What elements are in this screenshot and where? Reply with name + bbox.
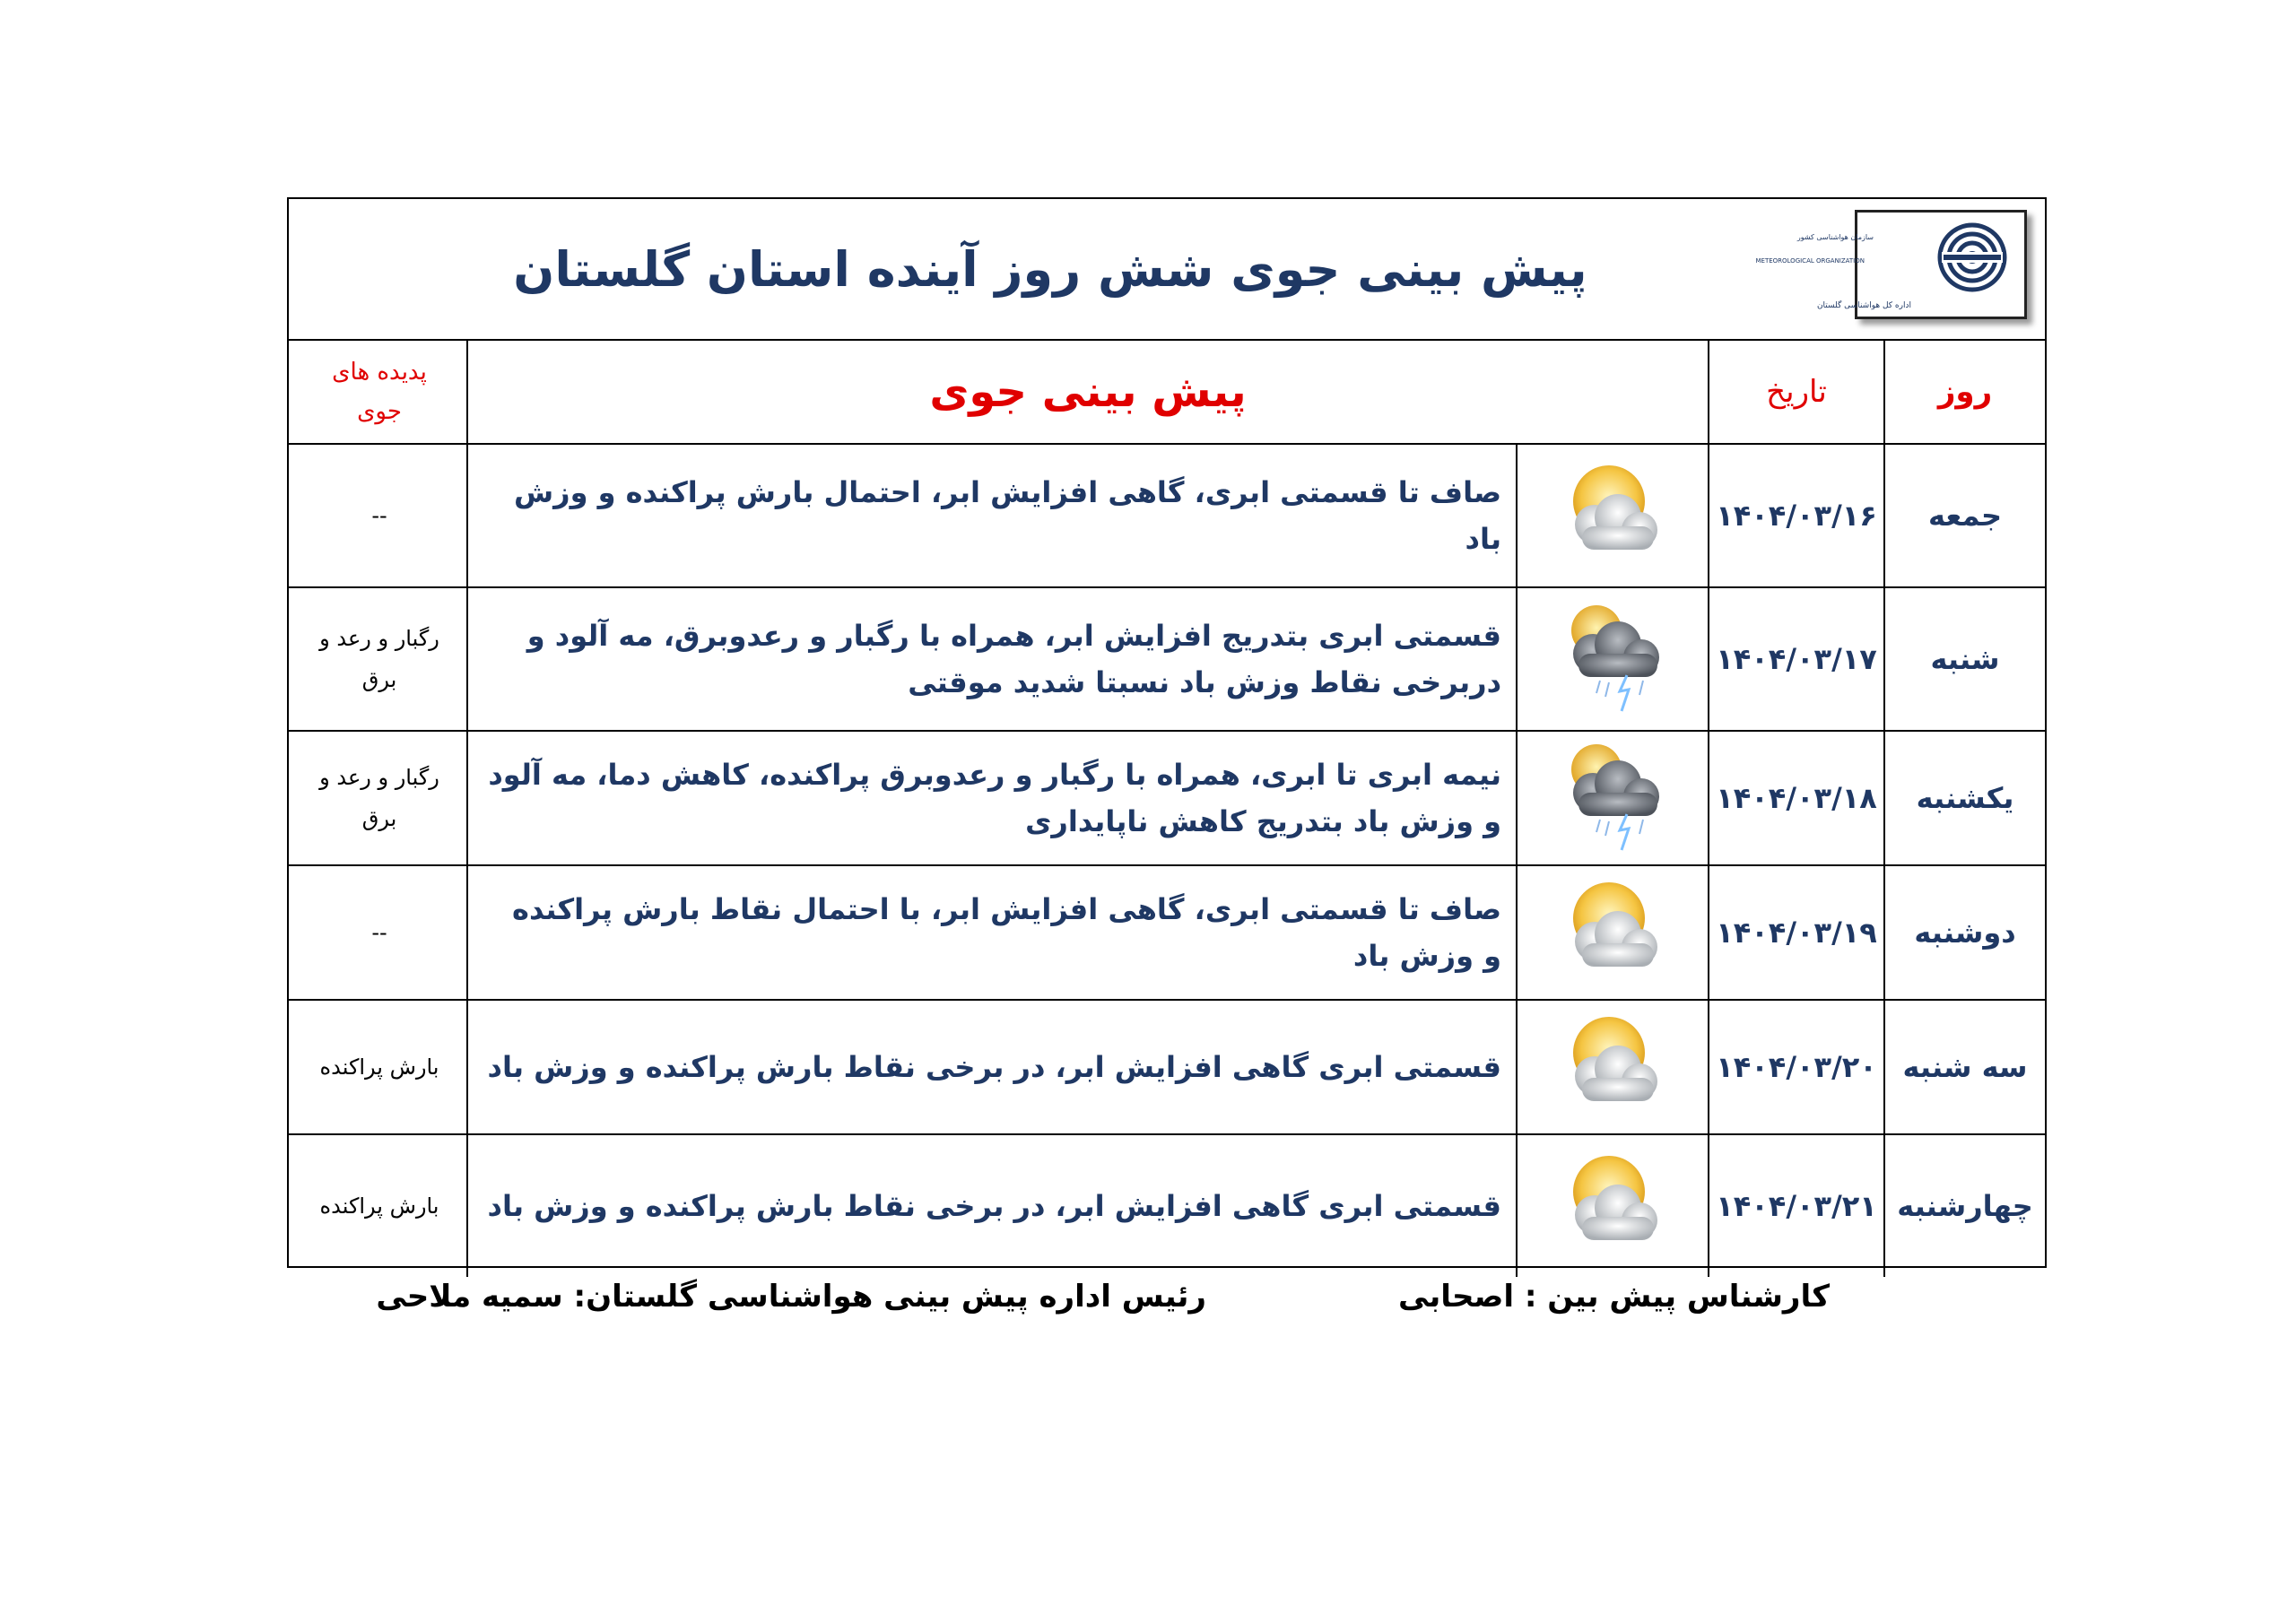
partly-cloudy-icon bbox=[1550, 1002, 1675, 1132]
partly-cloudy-icon bbox=[1550, 1141, 1675, 1271]
date-cell bbox=[1708, 1001, 1883, 1133]
date-cell bbox=[1708, 445, 1883, 586]
forecast-text: صاف تا قسمتی ابری، گاهی افزایش ابر، احتمال بارش پراکنده و وزش باد bbox=[514, 475, 1501, 556]
phenomena-cell bbox=[289, 866, 470, 999]
forecast-cell bbox=[466, 1135, 1516, 1277]
day-cell bbox=[1883, 732, 2045, 864]
forecast-cell bbox=[466, 1001, 1516, 1133]
icon-cell bbox=[1516, 732, 1708, 864]
title-row bbox=[289, 199, 2045, 341]
date-value: ۱۴۰۴/۰۳/۱۷ bbox=[1716, 642, 1877, 676]
forecast-cell bbox=[466, 732, 1516, 864]
forecast-cell bbox=[466, 866, 1516, 999]
title-cell bbox=[289, 199, 2045, 339]
phenomena-text: رگبار و رعد و برق bbox=[319, 626, 439, 692]
date-cell bbox=[1708, 1135, 1883, 1277]
date-cell bbox=[1708, 732, 1883, 864]
forecast-text: صاف تا قسمتی ابری، گاهی افزایش ابر، با احتمال نقاط بارش پراکنده و وزش باد bbox=[512, 892, 1501, 973]
day-name: یکشنبه bbox=[1916, 781, 2014, 815]
date-value: ۱۴۰۴/۰۳/۲۰ bbox=[1716, 1050, 1877, 1084]
day-cell bbox=[1883, 866, 2045, 999]
day-name: جمعه bbox=[1928, 499, 2002, 533]
header-phenomena-cell bbox=[289, 341, 470, 443]
forecast-text: قسمتی ابری گاهی افزایش ابر، در برخی نقاط بارش پراکنده و وزش باد bbox=[487, 1050, 1501, 1084]
forecast-table bbox=[287, 197, 2047, 1268]
forecaster-signature: کارشناس پیش بین : اصحابی bbox=[1398, 1279, 1830, 1315]
forecast-cell bbox=[466, 445, 1516, 586]
date-cell bbox=[1708, 588, 1883, 730]
phenomena-text: -- bbox=[371, 920, 387, 945]
day-cell bbox=[1883, 445, 2045, 586]
logo-text-mid: METEOROLOGICAL ORGANIZATION bbox=[1755, 257, 1865, 265]
forecast-text: قسمتی ابری بتدریج افزایش ابر، همراه با رگبار و رعدوبرق، مه آلود و دربرخی نقاط وزش باد نسبتا شدید موقتی bbox=[526, 619, 1501, 699]
phenomena-text: رگبار و رعد و برق bbox=[319, 765, 439, 831]
icon-cell bbox=[1516, 866, 1708, 999]
table-row bbox=[289, 445, 2045, 588]
partly-cloudy-icon bbox=[1550, 868, 1675, 997]
date-value: ۱۴۰۴/۰۳/۲۱ bbox=[1716, 1189, 1877, 1223]
header-row bbox=[289, 341, 2045, 445]
header-forecast: پیش بینی جوی bbox=[929, 367, 1247, 417]
forecast-cell bbox=[466, 588, 1516, 730]
header-day-cell bbox=[1883, 341, 2045, 443]
phenomena-text: بارش پراکنده bbox=[319, 1193, 439, 1219]
thunderstorm-icon bbox=[1550, 595, 1675, 724]
phenomena-text: -- bbox=[371, 503, 387, 528]
forecast-text: قسمتی ابری گاهی افزایش ابر، در برخی نقاط بارش پراکنده و وزش باد bbox=[487, 1189, 1501, 1223]
header-day: روز bbox=[1937, 374, 1993, 410]
phenomena-cell bbox=[289, 732, 470, 864]
day-name: دوشنبه bbox=[1914, 916, 2016, 950]
table-row bbox=[289, 866, 2045, 1001]
day-cell bbox=[1883, 1001, 2045, 1133]
thunderstorm-icon bbox=[1550, 733, 1675, 863]
date-value: ۱۴۰۴/۰۳/۱۹ bbox=[1716, 916, 1877, 950]
header-date-cell bbox=[1708, 341, 1883, 443]
page-title: پیش بینی جوی شش روز آینده استان گلستان bbox=[513, 240, 1587, 298]
phenomena-cell bbox=[289, 1001, 470, 1133]
table-row bbox=[289, 1135, 2045, 1277]
header-phenomena: پدیده های جوی bbox=[332, 359, 427, 425]
day-name: سه شنبه bbox=[1902, 1050, 2028, 1084]
head-signature: رئیس اداره پیش بینی هواشناسی گلستان: سمیه ملاحی bbox=[376, 1279, 1206, 1315]
icon-cell bbox=[1516, 1001, 1708, 1133]
date-cell bbox=[1708, 866, 1883, 999]
day-cell bbox=[1883, 1135, 2045, 1277]
meteorological-organization-logo bbox=[1755, 210, 2027, 319]
partly-cloudy-icon bbox=[1550, 451, 1675, 580]
phenomena-cell bbox=[289, 1135, 470, 1277]
icon-cell bbox=[1516, 445, 1708, 586]
icon-cell bbox=[1516, 1135, 1708, 1277]
date-value: ۱۴۰۴/۰۳/۱۶ bbox=[1716, 499, 1877, 533]
phenomena-cell bbox=[289, 445, 470, 586]
phenomena-text: بارش پراکنده bbox=[319, 1055, 439, 1080]
table-row bbox=[289, 732, 2045, 866]
day-cell bbox=[1883, 588, 2045, 730]
table-row bbox=[289, 588, 2045, 732]
logo-text-top: سازمان هواشناسی کشور bbox=[1796, 233, 1874, 241]
logo-text-bottom: اداره کل هواشناسی گلستان bbox=[1816, 301, 1911, 310]
forecast-text: نیمه ابری تا ابری، همراه با رگبار و رعدوبرق پراکنده، کاهش دما، مه آلود و وزش باد بتدریج کاهش ناپایداری bbox=[488, 758, 1501, 838]
date-value: ۱۴۰۴/۰۳/۱۸ bbox=[1716, 781, 1877, 815]
header-date: تاریخ bbox=[1766, 374, 1827, 410]
header-forecast-cell bbox=[466, 341, 1708, 443]
table-row bbox=[289, 1001, 2045, 1135]
phenomena-cell bbox=[289, 588, 470, 730]
day-name: چهارشنبه bbox=[1897, 1189, 2033, 1223]
day-name: شنبه bbox=[1930, 642, 2000, 676]
icon-cell bbox=[1516, 588, 1708, 730]
